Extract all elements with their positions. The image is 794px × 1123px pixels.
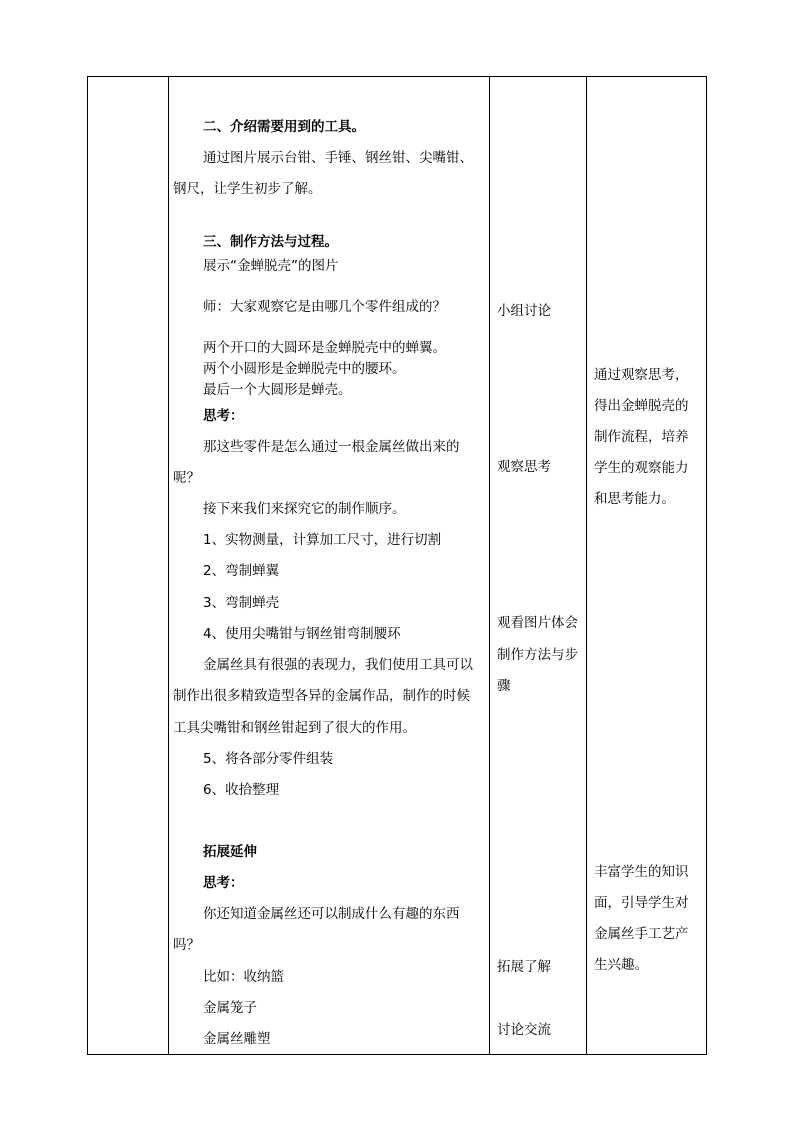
activity-text: 骤 bbox=[497, 678, 511, 694]
paragraph-line: 两个开口的大圆环是金蝉脱壳中的蝉翼。 bbox=[203, 340, 446, 356]
column-divider bbox=[586, 77, 587, 1054]
paragraph-line: 最后一个大圆形是蝉壳。 bbox=[203, 382, 352, 398]
intent-text: 通过观察思考， bbox=[594, 367, 689, 383]
paragraph-line: 通过图片展示台钳、手锤、钢丝钳、尖嘴钳、 bbox=[203, 150, 473, 166]
intent-text: 和思考能力。 bbox=[594, 491, 675, 507]
paragraph-line: 金属丝具有很强的表现力，我们使用工具可以 bbox=[203, 657, 473, 673]
lesson-table bbox=[87, 76, 707, 1055]
example-item: 金属丝雕塑 bbox=[203, 1031, 271, 1047]
paragraph-line: 你还知道金属丝还可以制成什么有趣的东西 bbox=[203, 906, 460, 922]
think-label: 思考： bbox=[203, 408, 244, 424]
activity-text: 观看图片体会 bbox=[497, 615, 578, 631]
section-heading: 三、制作方法与过程。 bbox=[203, 234, 338, 250]
intent-text: 制作流程，培养 bbox=[594, 429, 689, 445]
step-item: 1、实物测量，计算加工尺寸，进行切割 bbox=[203, 532, 442, 548]
step-item: 4、使用尖嘴钳与钢丝钳弯制腰环 bbox=[203, 626, 401, 642]
activity-text: 观察思考 bbox=[497, 459, 551, 475]
intent-text: 得出金蝉脱壳的 bbox=[594, 398, 689, 414]
step-item: 6、收拾整理 bbox=[203, 782, 280, 798]
paragraph-line: 师：大家观察它是由哪几个零件组成的？ bbox=[203, 299, 446, 315]
intent-text: 生兴趣。 bbox=[594, 957, 648, 973]
paragraph-line: 呢？ bbox=[173, 470, 200, 486]
intent-text: 学生的观察能力 bbox=[594, 460, 689, 476]
column-divider bbox=[489, 77, 490, 1054]
section-heading: 拓展延伸 bbox=[203, 844, 257, 860]
activity-text: 制作方法与步 bbox=[497, 647, 578, 663]
paragraph-line: 接下来我们来探究它的制作顺序。 bbox=[203, 501, 406, 517]
intent-text: 面，引导学生对 bbox=[594, 895, 689, 911]
activity-text: 讨论交流 bbox=[497, 1022, 551, 1038]
step-item: 5、将各部分零件组装 bbox=[203, 751, 334, 767]
paragraph-line: 钢尺，让学生初步了解。 bbox=[173, 181, 322, 197]
think-label: 思考： bbox=[203, 875, 244, 891]
example-item: 比如：收纳篮 bbox=[203, 969, 284, 985]
paragraph-line: 吗？ bbox=[173, 937, 200, 953]
activity-text: 拓展了解 bbox=[497, 959, 551, 975]
paragraph-line: 那这些零件是怎么通过一根金属丝做出来的 bbox=[203, 439, 460, 455]
paragraph-line: 制作出很多精致造型各异的金属作品，制作的时候 bbox=[173, 688, 470, 704]
section-heading: 二、介绍需要用到的工具。 bbox=[203, 119, 365, 135]
paragraph-line: 展示“金蝉脱壳”的图片 bbox=[203, 258, 339, 274]
column-divider bbox=[168, 77, 169, 1054]
example-item: 金属笼子 bbox=[203, 1000, 257, 1016]
intent-text: 丰富学生的知识 bbox=[594, 864, 689, 880]
intent-text: 金属丝手工艺产 bbox=[594, 926, 689, 942]
paragraph-line: 工具尖嘴钳和钢丝钳起到了很大的作用。 bbox=[173, 720, 416, 736]
step-item: 2、弯制蝉翼 bbox=[203, 563, 280, 579]
paragraph-line: 两个小圆形是金蝉脱壳中的腰环。 bbox=[203, 361, 406, 377]
activity-text: 小组讨论 bbox=[497, 303, 551, 319]
step-item: 3、弯制蝉壳 bbox=[203, 595, 280, 611]
